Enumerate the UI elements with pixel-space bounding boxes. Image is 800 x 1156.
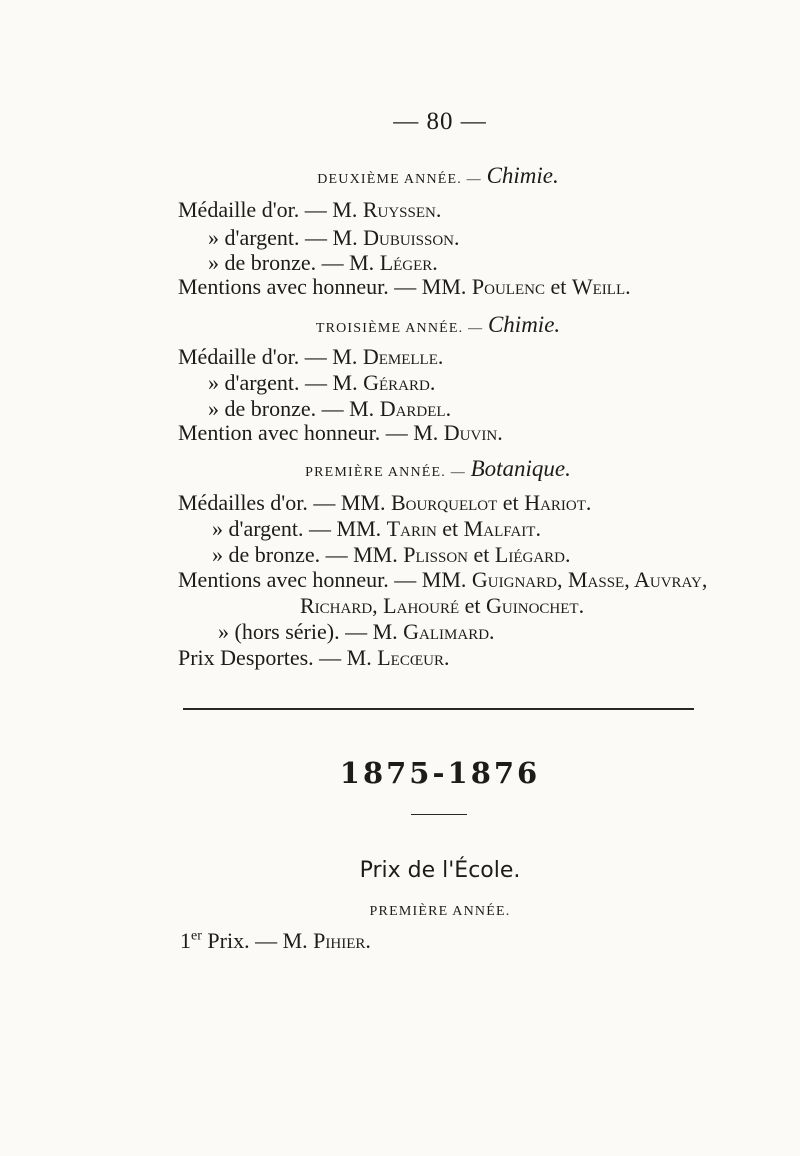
award-conjunction: et <box>468 542 495 567</box>
recipient-name: Ruyssen <box>362 197 436 222</box>
award-line <box>208 396 451 422</box>
prix-subtitle: PREMIÈRE ANNÉE. <box>369 904 511 919</box>
award-suffix: . <box>444 645 450 670</box>
section-heading-deuxieme-chimie <box>0 163 800 189</box>
award-text: » d'argent. — M. <box>208 225 364 250</box>
award-text: Prix. — M. <box>201 928 314 953</box>
award-text: Prix Desportes. — M. <box>178 645 378 670</box>
year-underline-rule <box>411 814 467 815</box>
section-year-label: TROISIÈME ANNÉE. <box>315 321 464 336</box>
award-suffix: . <box>429 370 436 395</box>
section-dash: — <box>468 321 484 336</box>
award-line <box>178 645 450 671</box>
award-suffix: . <box>432 250 438 275</box>
recipient-name: Plisson <box>403 542 468 567</box>
award-line <box>208 250 438 276</box>
prize-ordinal-suffix: er <box>191 928 202 944</box>
award-suffix: . <box>625 274 631 299</box>
award-text: » de bronze. — M. <box>208 396 380 421</box>
award-text: Médailles d'or. — MM. <box>178 490 391 515</box>
section-topic: Botanique. <box>470 456 571 481</box>
page-number: — 80 — <box>393 108 487 135</box>
award-suffix: . <box>535 516 541 541</box>
award-suffix: . <box>497 420 503 445</box>
award-conjunction: et <box>436 516 464 541</box>
award-line <box>212 542 571 568</box>
award-text: » de bronze. — M. <box>208 250 380 275</box>
award-text: Mentions avec honneur. — MM. <box>178 567 472 592</box>
recipient-name: Dardel <box>379 396 446 421</box>
award-line <box>178 490 591 516</box>
award-suffix: . <box>437 344 444 369</box>
prize-ordinal: 1 <box>180 928 191 953</box>
award-text: » d'argent. — M. <box>208 370 364 395</box>
section-heading-troisieme-chimie <box>0 312 800 338</box>
award-line-continued <box>300 593 584 619</box>
recipient-name: Pihier <box>313 928 366 953</box>
award-conjunction: et <box>497 490 525 515</box>
section-topic: Chimie. <box>486 163 559 188</box>
section-year-label: DEUXIÈME ANNÉE. <box>317 172 462 187</box>
recipient-name: Galimard <box>403 619 490 644</box>
recipient-name: Dubuisson <box>363 225 455 250</box>
award-line <box>178 567 707 593</box>
award-suffix: . <box>365 928 371 953</box>
recipient-name: Guignard, Masse, Auvray, <box>471 567 708 592</box>
award-suffix: . <box>585 490 592 515</box>
award-conjunction: et <box>459 593 487 618</box>
award-line <box>178 420 503 446</box>
section-year-label: PREMIÈRE ANNÉE. <box>305 465 446 480</box>
award-suffix: . <box>435 197 442 222</box>
award-text: Médaille d'or. — M. <box>178 344 363 369</box>
recipient-name: Tarin <box>386 516 437 541</box>
award-text: » (hors série). — M. <box>218 619 404 644</box>
award-line <box>178 344 443 370</box>
recipient-name: Hariot <box>524 490 586 515</box>
recipient-name: Guinochet <box>486 593 579 618</box>
award-text: » de bronze. — MM. <box>212 542 404 567</box>
award-suffix: . <box>578 593 585 618</box>
section-dash: — <box>466 172 482 187</box>
year-heading: 1875-1876 <box>339 756 541 790</box>
award-suffix: . <box>489 619 495 644</box>
award-text: » d'argent. — MM. <box>212 516 387 541</box>
recipient-name: Malfait <box>463 516 536 541</box>
section-divider-rule <box>183 708 694 710</box>
award-suffix: . <box>445 396 452 421</box>
award-line <box>178 274 631 300</box>
award-text: Mention avec honneur. — M. <box>178 420 444 445</box>
award-suffix: . <box>565 542 571 567</box>
award-line <box>178 197 441 223</box>
recipient-name: Lecœur <box>377 645 444 670</box>
award-line <box>212 516 541 542</box>
recipient-name: Léger <box>379 250 433 275</box>
section-topic: Chimie. <box>487 312 561 337</box>
award-line <box>208 370 435 396</box>
award-line <box>218 619 495 645</box>
award-text: Mentions avec honneur. — MM. <box>178 274 472 299</box>
recipient-name: Liégard <box>494 542 565 567</box>
first-prize-line <box>180 928 371 954</box>
recipient-name: Demelle <box>362 344 438 369</box>
award-text: Médaille d'or. — M. <box>178 197 363 222</box>
section-heading-premiere-botanique <box>0 456 800 482</box>
recipient-name: Poulenc <box>471 274 545 299</box>
recipient-name: Gérard <box>363 370 430 395</box>
recipient-name: Bourquelot <box>390 490 498 515</box>
recipient-name: Weill <box>571 274 626 299</box>
recipient-name: Richard, Lahouré <box>300 593 460 618</box>
award-line <box>208 225 460 251</box>
section-dash: — <box>450 465 466 480</box>
award-suffix: . <box>454 225 460 250</box>
recipient-name: Duvin <box>443 420 498 445</box>
prix-title: Prix de l'École. <box>359 858 521 883</box>
award-conjunction: et <box>544 274 572 299</box>
